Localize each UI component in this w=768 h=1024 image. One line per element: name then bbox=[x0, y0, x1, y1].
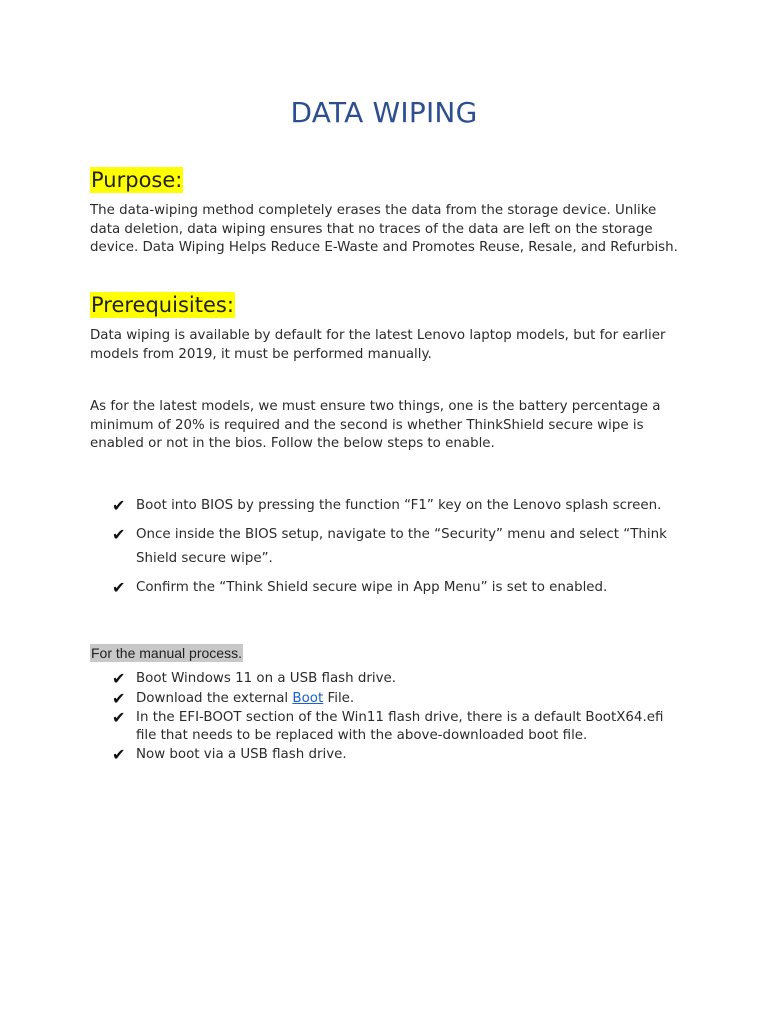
list-item bbox=[112, 523, 672, 571]
manual-steps-list bbox=[112, 670, 672, 766]
bios-step-2: Once inside the BIOS setup, navigate to the “Security” menu and select “Think Shield secure wipe”. bbox=[136, 527, 667, 566]
boot-file-link[interactable]: Boot bbox=[292, 690, 324, 706]
checkmark-icon: ✔ bbox=[112, 669, 126, 688]
checkmark-icon: ✔ bbox=[112, 578, 126, 597]
bios-step-3: Confirm the “Think Shield secure wipe in App Menu” is set to enabled. bbox=[136, 580, 608, 595]
checkmark-icon: ✔ bbox=[112, 496, 126, 515]
manual-step-1: Boot Windows 11 on a USB flash drive. bbox=[136, 671, 397, 686]
prerequisites-heading: Prerequisites: bbox=[91, 293, 234, 317]
list-item bbox=[112, 494, 672, 518]
manual-step-2-suffix: File. bbox=[323, 690, 355, 706]
checkmark-icon: ✔ bbox=[112, 525, 126, 544]
list-item bbox=[112, 690, 672, 708]
checkmark-icon: ✔ bbox=[112, 708, 126, 727]
manual-step-2 bbox=[136, 691, 354, 706]
manual-step-2-prefix: Download the external bbox=[136, 690, 293, 706]
prerequisites-paragraph-1: Data wiping is available by default for the latest Lenovo laptop models, but for earlier models from 2019, it must be performed manually. bbox=[90, 328, 666, 362]
bios-steps-list bbox=[112, 494, 672, 605]
manual-process-label: For the manual process. bbox=[91, 645, 242, 661]
list-item bbox=[112, 576, 672, 600]
list-item bbox=[112, 670, 672, 688]
prerequisites-paragraph-2: As for the latest models, we must ensure two things, one is the battery percentage a minimum of 20% is required and the second is whether ThinkShield secure wipe is enabled or not in the bios. Follow the below steps to enable. bbox=[90, 399, 661, 452]
purpose-paragraph: The data-wiping method completely erases the data from the storage device. Unlike data deletion, data wiping ensures that no traces of the data are left on the storage device. Data Wiping Helps Reduce E-Waste and Promotes Reuse, Resale, and Refurbish. bbox=[90, 203, 678, 256]
manual-step-3: In the EFI-BOOT section of the Win11 flash drive, there is a default BootX64.efi file that needs to be replaced with the above-downloaded boot file. bbox=[136, 710, 664, 743]
checkmark-icon: ✔ bbox=[112, 745, 126, 764]
list-item bbox=[112, 709, 672, 744]
list-item bbox=[112, 746, 672, 764]
bios-step-1: Boot into BIOS by pressing the function “F1” key on the Lenovo splash screen. bbox=[136, 498, 662, 513]
document-title: DATA WIPING bbox=[290, 96, 478, 129]
checkmark-icon: ✔ bbox=[112, 688, 126, 708]
purpose-heading: Purpose: bbox=[91, 168, 183, 192]
manual-step-4: Now boot via a USB flash drive. bbox=[136, 747, 347, 762]
